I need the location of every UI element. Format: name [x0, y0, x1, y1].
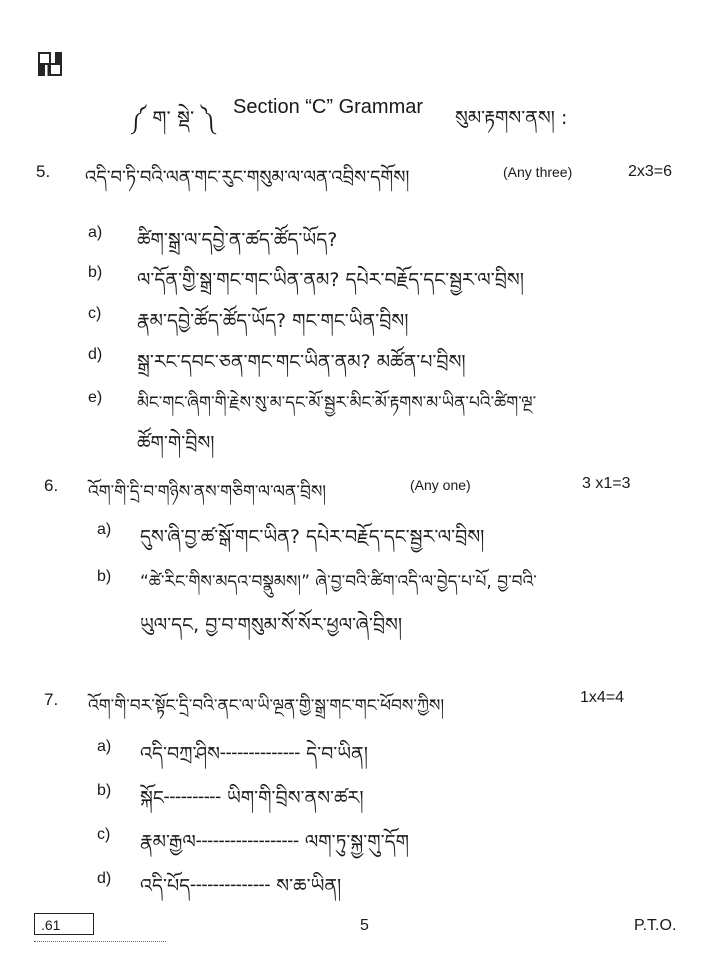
- item-text: འདི་པོད╌╌╌╌╌╌╌ ས་ཆ་ཡིན།: [140, 875, 342, 897]
- question-text: འོག་གི་བར་སྟོང་དྲི་བའི་ནང་ལ་ཡི་ལྔན་གྱི་སྒྲ་གང་གང་ཕོབས་ཀྱིས།: [88, 696, 445, 716]
- item-text: སྒྲ་རང་དབང་ཅན་གང་གང་ཡིན་ནམ? མཚོན་པ་བྲིས།: [137, 351, 466, 373]
- question-text: འདི་བ་ཏི་བའི་ལན་གང་རུང་གསུམ་ལ་ལན་འབྲིས་དགོས།: [85, 167, 410, 188]
- question-number: 5.: [36, 162, 51, 181]
- question-marks: 2x3=6: [628, 163, 673, 180]
- item-text: རྣམ་དབྱེ་ཚོད་ཚོད་ཡོད? གང་གང་ཡིན་བྲིས།: [137, 310, 409, 332]
- pto-label: P.T.O.: [634, 917, 677, 934]
- item-text: ལ་དོན་གྱི་སྒྲ་གང་གང་ཡིན་ནམ? དཔེར་བརྗོད་དང་སྦྱར་ལ་བྲིས།: [137, 269, 524, 291]
- item-text-continued: ཡུལ་དང, བྱ་བ་གསུམ་སོ་སོར་ཕྱལ་ཞེ་བྲིས།: [140, 614, 403, 636]
- question-number: 7.: [44, 690, 59, 709]
- item-text-continued: ཚོག་གེ་བྲིས།: [137, 432, 215, 454]
- item-text: སྐོང╌╌╌╌╌ ཡིག་གི་བྲིས་ནས་ཚར།: [140, 787, 364, 809]
- item-label: a): [88, 224, 103, 241]
- section-label-tibetan: ༼ ག་ སྡེ་ ༽: [130, 106, 215, 130]
- question-text: འོག་གི་དྲི་བ་གཉིས་ནས་གཅིག་ལ་ལན་བྲིས།: [88, 482, 327, 502]
- question-number: 6.: [44, 476, 59, 495]
- item-text: ཚིག་སྒྲ་ལ་དབྱེ་ན་ཚད་ཚོད་ཡོད?: [137, 229, 338, 251]
- paper-code-box: .61: [34, 913, 94, 935]
- question-note: (Any three): [503, 164, 573, 180]
- question-note: (Any one): [410, 477, 471, 493]
- item-text: མིང་གང་ཞིག་གི་རྗེས་སུ་མ་དང་མོ་སྦྱར་མིང་མོ་རྟགས་མ་ཡིན་པའི་ཚིག་ལྔ་: [137, 393, 537, 413]
- item-label: c): [88, 305, 102, 322]
- item-label: b): [97, 568, 112, 585]
- question-marks: 1x4=4: [580, 689, 625, 706]
- item-text: རྣམ་རྒྱལ╌╌╌╌╌╌╌╌╌ ལག་ཏུ་སྐྱ་གུ་དོག: [140, 831, 409, 853]
- item-text: འདི་བཀྲ་ཤིས╌╌╌╌╌╌╌ དེ་བ་ཡིན།: [140, 743, 368, 765]
- item-label: e): [88, 389, 103, 406]
- question-marks: 3 x1=3: [582, 475, 631, 492]
- qr-code-icon: [38, 52, 62, 76]
- item-text: “ཚེ་རིང་གིས་མདའ་བསྣུམས།” ཞེ་བྱ་བའི་ཚིག་འདི་ལ་བྱེད་པ་པོ, བྱ་བའི་: [140, 572, 537, 592]
- item-label: d): [88, 346, 103, 363]
- item-label: b): [88, 264, 103, 281]
- section-suffix: སུམ་རྟགས་ནས། :: [455, 107, 568, 129]
- item-label: b): [97, 782, 112, 799]
- item-label: a): [97, 521, 112, 538]
- section-title: Section “C” Grammar: [233, 96, 424, 118]
- page-number: 5: [360, 917, 369, 934]
- footer-rule: [34, 941, 166, 942]
- item-text: དུས་ཞི་བྱ་ཚ་སྒོ་གང་ཡིན? དཔེར་བརྗོད་དང་སྦྱར་ལ་བྲིས།: [140, 526, 485, 548]
- item-label: c): [97, 826, 111, 843]
- item-label: a): [97, 738, 112, 755]
- item-label: d): [97, 870, 112, 887]
